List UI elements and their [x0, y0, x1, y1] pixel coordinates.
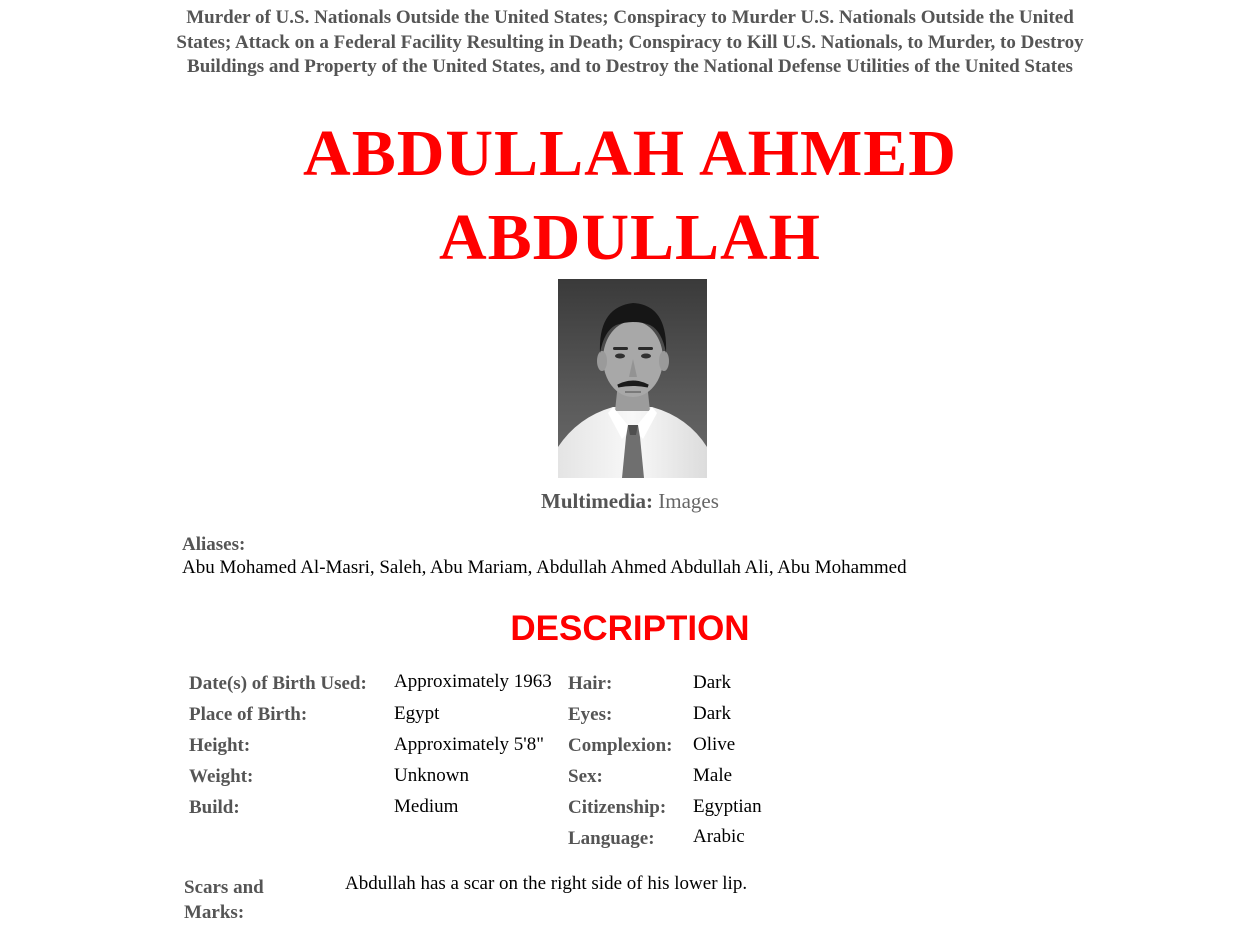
place-of-birth-value: Egypt — [394, 703, 440, 724]
hair-label: Hair: — [568, 673, 613, 694]
name-line-2: ABDULLAH — [438, 201, 822, 274]
multimedia-label: Multimedia: — [541, 489, 654, 513]
charges-text: Murder of U.S. Nationals Outside the United States; Conspiracy to Murder U.S. Nationals Outside the United States; Attack on a Federal Facility Resulting in Death; Conspiracy to Kill U.S. Nationals, to Murder, to Destroy Buildings and Property of the United States, and to Destroy the National Defense Utilities of the United States — [176, 7, 1084, 78]
scars-value: Abdullah has a scar on the right side of his lower lip. — [345, 873, 748, 894]
build-label: Build: — [189, 797, 240, 818]
fugitive-photo[interactable] — [558, 279, 707, 478]
description-heading: DESCRIPTION — [510, 609, 750, 648]
complexion-value: Olive — [693, 734, 736, 755]
language-value: Arabic — [693, 826, 745, 847]
hair-value: Dark — [693, 672, 731, 693]
citizenship-label: Citizenship: — [568, 797, 667, 818]
eyes-label: Eyes: — [568, 704, 613, 725]
dob-label: Date(s) of Birth Used: — [189, 673, 367, 694]
height-label: Height: — [189, 735, 251, 756]
weight-value: Unknown — [394, 765, 469, 786]
place-of-birth-label: Place of Birth: — [189, 704, 308, 725]
dob-value: Approximately 1963 — [394, 671, 552, 692]
build-value: Medium — [394, 796, 459, 817]
aliases-label: Aliases: — [182, 534, 246, 555]
height-value: Approximately 5'8" — [394, 734, 544, 755]
scars-label: Scars and Marks: — [184, 877, 264, 923]
fugitive-name — [170, 112, 1090, 280]
language-label: Language: — [568, 828, 655, 849]
portrait-photo-icon — [558, 279, 707, 478]
sex-value: Male — [693, 765, 733, 786]
weight-label: Weight: — [189, 766, 254, 787]
citizenship-value: Egyptian — [693, 796, 762, 817]
name-line-1: ABDULLAH AHMED — [303, 117, 957, 190]
images-link[interactable]: Images — [658, 489, 719, 513]
aliases-value: Abu Mohamed Al-Masri, Saleh, Abu Mariam, Abdullah Ahmed Abdullah Ali, Abu Mohammed — [182, 557, 907, 578]
complexion-label: Complexion: — [568, 735, 673, 756]
eyes-value: Dark — [693, 703, 731, 724]
multimedia-row — [170, 489, 1090, 514]
sex-label: Sex: — [568, 766, 603, 787]
